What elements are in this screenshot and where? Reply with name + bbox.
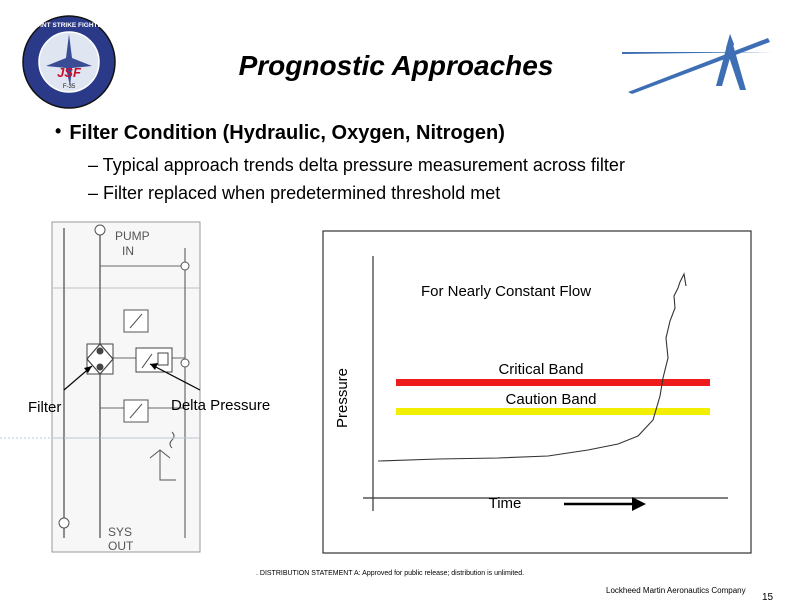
main-bullet-text: Filter Condition (Hydraulic, Oxygen, Nitrogen) [69, 122, 505, 144]
hydraulic-schematic [0, 218, 320, 558]
diagram-caption: For Nearly Constant Flow [420, 283, 592, 300]
company-name: Lockheed Martin Aeronautics Company [606, 586, 746, 595]
sub-bullet-1: – Typical approach trends delta pressure measurement across filter [88, 155, 625, 175]
main-bullet [55, 122, 505, 145]
sys-label: SYS [108, 525, 133, 539]
logo-ring-text: JOINT STRIKE FIGHTER [31, 22, 107, 29]
critical-band-label: Critical Band [498, 361, 584, 378]
delta-pressure-label: Delta Pressure [171, 397, 271, 414]
distribution-notice: . DISTRIBUTION STATEMENT A: Approved for public release; distribution is unlimited. [256, 570, 525, 577]
pressure-diagram [318, 226, 758, 558]
page-title: Prognostic Approaches [238, 50, 554, 81]
logo-model-text: F-35 [62, 84, 76, 90]
x-axis-label: Time [488, 495, 522, 512]
sys-sub-label: OUT [108, 539, 134, 553]
pump-sub-label: IN [122, 244, 134, 258]
filter-label: Filter [28, 399, 62, 416]
y-axis-label: Pressure [334, 367, 351, 429]
sub-bullet-2: – Filter replaced when predetermined threshold met [88, 183, 501, 203]
page-number: 15 [762, 592, 774, 603]
logo-emblem-text: JSF [57, 65, 81, 80]
caution-band-label: Caution Band [505, 391, 597, 408]
pump-label: PUMP [115, 229, 150, 243]
bullet-icon: • [55, 121, 62, 141]
caution-band [396, 408, 710, 415]
